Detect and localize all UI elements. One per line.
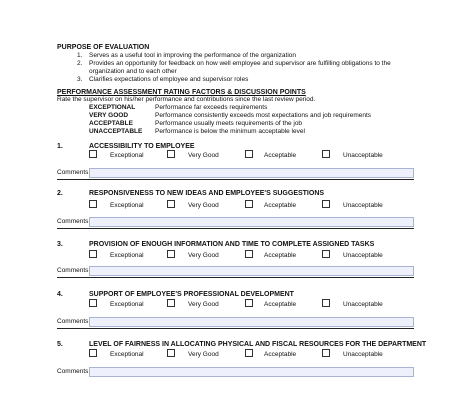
question-number: 5. <box>57 341 63 348</box>
very-good-checkbox[interactable] <box>167 349 175 357</box>
scale-term: EXCEPTIONAL <box>89 104 136 111</box>
exceptional-label: Exceptional <box>110 351 144 358</box>
very-good-label: Very Good <box>188 252 219 259</box>
very-good-checkbox[interactable] <box>167 250 175 258</box>
unacceptable-label: Unacceptable <box>343 301 383 308</box>
acceptable-checkbox[interactable] <box>245 200 253 208</box>
scale-def: Performance usually meets requirements of the job <box>155 120 303 127</box>
scale-term: ACCEPTABLE <box>89 120 133 127</box>
question-title: RESPONSIVENESS TO NEW IDEAS AND EMPLOYEE'S SUGGESTIONS <box>89 190 325 197</box>
scale-term: UNACCEPTABLE <box>89 128 143 135</box>
question-number: 4. <box>57 291 63 298</box>
exceptional-checkbox[interactable] <box>89 150 97 158</box>
factors-intro: Rate the supervisor on his/her performance and contributions since the last review period. <box>57 96 316 103</box>
comments-field[interactable] <box>89 168 414 178</box>
unacceptable-label: Unacceptable <box>343 202 383 209</box>
divider <box>57 179 414 180</box>
factors-heading: PERFORMANCE ASSESSMENT RATING FACTORS & DISCUSSION POINTS <box>57 89 306 96</box>
exceptional-checkbox[interactable] <box>89 250 97 258</box>
purpose-heading: PURPOSE OF EVALUATION <box>57 44 150 51</box>
purpose-item-text: Clarifies expectations of employee and supervisor roles <box>89 76 249 83</box>
comments-label: Comments <box>57 218 89 225</box>
exceptional-label: Exceptional <box>110 301 144 308</box>
comments-label: Comments <box>57 368 89 375</box>
unacceptable-checkbox[interactable] <box>322 150 330 158</box>
divider <box>57 277 414 278</box>
scale-term: VERY GOOD <box>89 112 129 119</box>
purpose-item-text: Provides an opportunity for feedback on how well employee and supervisor are fulfilling obligations to the <box>89 60 391 67</box>
comments-field[interactable] <box>89 217 414 227</box>
very-good-label: Very Good <box>188 351 219 358</box>
very-good-checkbox[interactable] <box>167 150 175 158</box>
unacceptable-checkbox[interactable] <box>322 250 330 258</box>
purpose-item-text-cont: organization and to each other <box>89 68 177 75</box>
question-title: SUPPORT OF EMPLOYEE'S PROFESSIONAL DEVELOPMENT <box>89 291 294 298</box>
purpose-item-num: 1. <box>77 52 83 59</box>
comments-label: Comments <box>57 169 89 176</box>
acceptable-label: Acceptable <box>264 351 297 358</box>
acceptable-checkbox[interactable] <box>245 150 253 158</box>
scale-def: Performance consistently exceeds most expectations and job requirements <box>155 112 372 119</box>
exceptional-label: Exceptional <box>110 152 144 159</box>
exceptional-checkbox[interactable] <box>89 200 97 208</box>
scale-def: Performance far exceeds requirements <box>155 104 268 111</box>
comments-field[interactable] <box>89 317 414 327</box>
very-good-checkbox[interactable] <box>167 200 175 208</box>
unacceptable-label: Unacceptable <box>343 152 383 159</box>
acceptable-label: Acceptable <box>264 301 297 308</box>
unacceptable-label: Unacceptable <box>343 351 383 358</box>
unacceptable-checkbox[interactable] <box>322 349 330 357</box>
comments-label: Comments <box>57 267 89 274</box>
question-number: 3. <box>57 241 63 248</box>
acceptable-checkbox[interactable] <box>245 349 253 357</box>
divider <box>57 228 414 229</box>
comments-field[interactable] <box>89 266 414 276</box>
acceptable-label: Acceptable <box>264 202 297 209</box>
purpose-item-num: 3. <box>77 76 83 83</box>
acceptable-label: Acceptable <box>264 252 297 259</box>
question-number: 1. <box>57 143 63 150</box>
comments-field[interactable] <box>89 367 414 377</box>
unacceptable-label: Unacceptable <box>343 252 383 259</box>
exceptional-checkbox[interactable] <box>89 349 97 357</box>
very-good-label: Very Good <box>188 152 219 159</box>
exceptional-label: Exceptional <box>110 202 144 209</box>
question-title: LEVEL OF FAIRNESS IN ALLOCATING PHYSICAL AND FISCAL RESOURCES FOR THE DEPARTMENT <box>89 341 427 348</box>
question-title: PROVISION OF ENOUGH INFORMATION AND TIME TO COMPLETE ASSIGNED TASKS <box>89 241 375 248</box>
comments-label: Comments <box>57 318 89 325</box>
unacceptable-checkbox[interactable] <box>322 299 330 307</box>
unacceptable-checkbox[interactable] <box>322 200 330 208</box>
question-title: ACCESSIBILITY TO EMPLOYEE <box>89 143 195 150</box>
acceptable-checkbox[interactable] <box>245 299 253 307</box>
purpose-item-text: Serves as a useful tool in improving the performance of the organization <box>89 52 297 59</box>
acceptable-label: Acceptable <box>264 152 297 159</box>
scale-def: Performance is below the minimum acceptable level <box>155 128 305 135</box>
question-number: 2. <box>57 190 63 197</box>
acceptable-checkbox[interactable] <box>245 250 253 258</box>
purpose-item-num: 2. <box>77 60 83 67</box>
divider <box>57 328 414 329</box>
very-good-checkbox[interactable] <box>167 299 175 307</box>
very-good-label: Very Good <box>188 202 219 209</box>
exceptional-checkbox[interactable] <box>89 299 97 307</box>
very-good-label: Very Good <box>188 301 219 308</box>
exceptional-label: Exceptional <box>110 252 144 259</box>
